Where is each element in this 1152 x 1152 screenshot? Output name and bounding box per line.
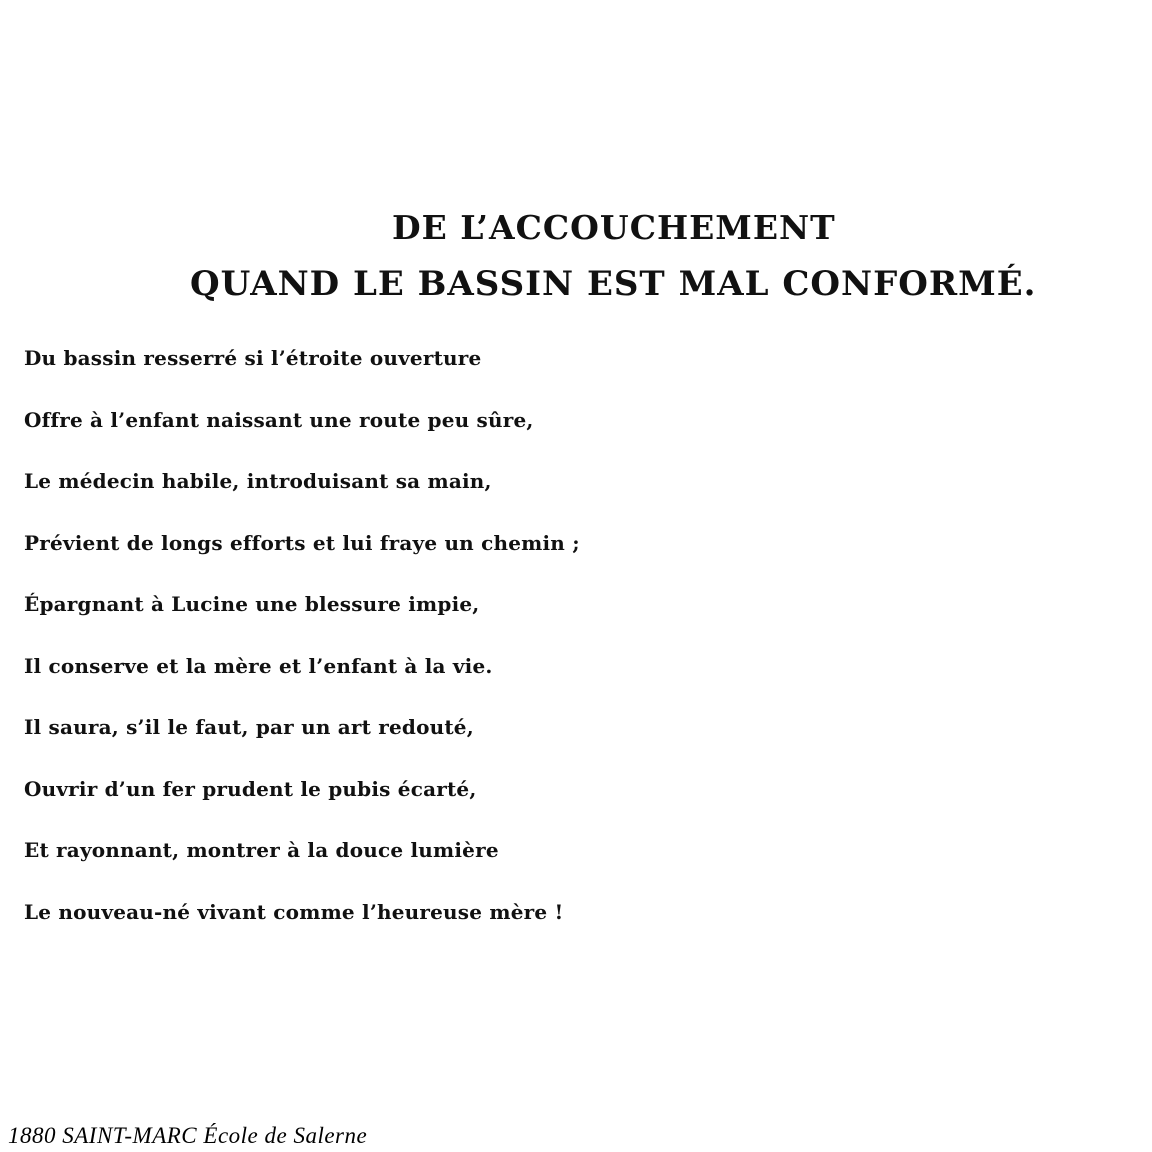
verse-line: Le médecin habile, introduisant sa main, — [24, 469, 492, 493]
poem-title — [190, 200, 1110, 312]
verse-line: Épargnant à Lucine une blessure impie, — [24, 592, 480, 616]
verse-line: Il saura, s’il le faut, par un art redouté, — [24, 715, 474, 739]
verse-line: Et rayonnant, montrer à la douce lumière — [24, 838, 499, 862]
verse-line: Ouvrir d’un fer prudent le pubis écarté, — [24, 776, 477, 801]
title-line-2: QUAND LE BASSIN EST MAL CONFORMÉ. — [190, 264, 1037, 304]
verse-line: Du bassin resserré si l’étroite ouverture — [24, 346, 482, 370]
verse-line: Offre à l’enfant naissant une route peu sûre, — [24, 407, 534, 432]
source-caption: 1880 SAINT-MARC École de Salerne — [8, 1123, 368, 1148]
verse-line: Prévient de longs efforts et lui fraye un chemin ; — [24, 530, 580, 555]
title-line-1: DE L’ACCOUCHEMENT — [392, 208, 836, 247]
poem-body — [24, 328, 1144, 943]
verse-line: Il conserve et la mère et l’enfant à la vie. — [24, 653, 493, 678]
verse-line: Le nouveau-né vivant comme l’heureuse mère ! — [24, 899, 564, 924]
